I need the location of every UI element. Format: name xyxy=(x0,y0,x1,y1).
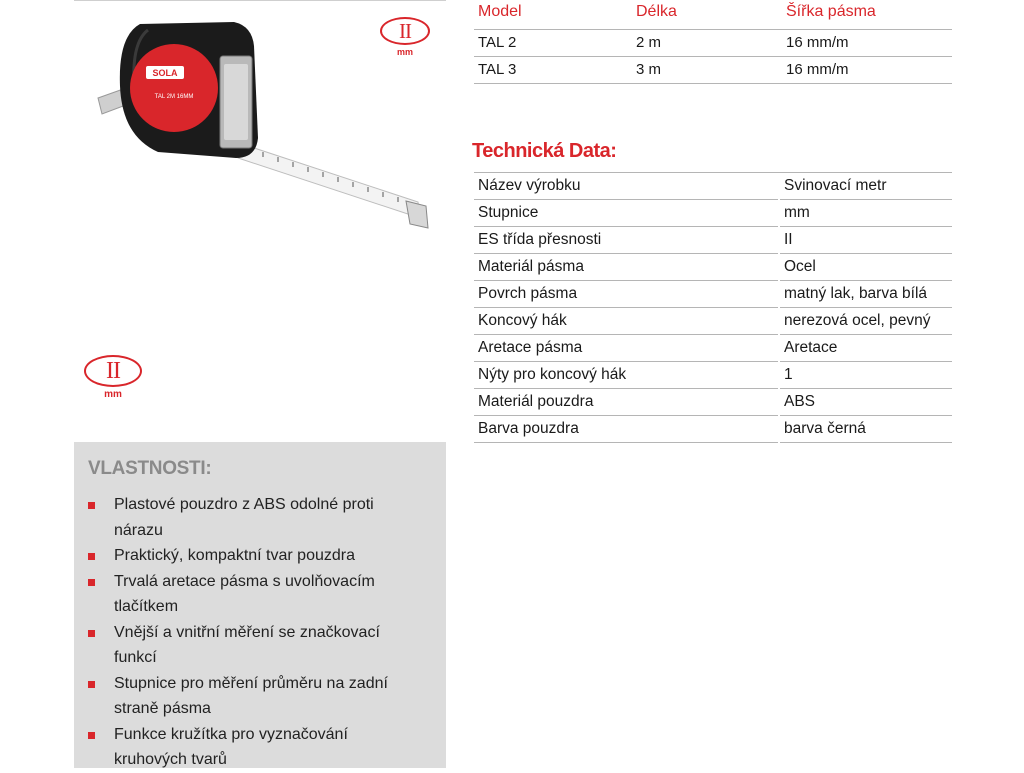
table-row xyxy=(474,362,952,389)
list-item xyxy=(86,722,416,773)
technical-data-table xyxy=(474,172,952,443)
svg-text:TAL 2M 16MM: TAL 2M 16MM xyxy=(154,94,194,100)
spec-key: Stupnice xyxy=(474,200,778,227)
header-tape-width: Šířka pásma xyxy=(782,0,952,30)
precision-class-badge-large xyxy=(84,355,142,401)
spec-key: Povrch pásma xyxy=(474,281,778,308)
spec-value: 1 xyxy=(780,362,952,389)
table-row xyxy=(474,173,952,200)
precision-unit: mm xyxy=(396,47,413,57)
bullet-square-icon xyxy=(88,681,95,688)
cell-tape-width: 16 mm/m xyxy=(782,30,952,57)
tape-end-hook xyxy=(406,201,428,228)
table-row xyxy=(474,227,952,254)
cell-length: 3 m xyxy=(632,57,782,84)
bullet-square-icon xyxy=(88,732,95,739)
svg-text:SOLA: SOLA xyxy=(152,68,178,78)
top-divider xyxy=(74,0,446,1)
tape-blade xyxy=(236,142,420,218)
list-item-text: Trvalá aretace pásma s uvolňovacím tlačítkem xyxy=(114,572,375,615)
precision-class-oval: II xyxy=(380,17,430,45)
table-row xyxy=(474,57,952,84)
table-row xyxy=(474,416,952,443)
properties-heading: VLASTNOSTI: xyxy=(88,458,212,479)
list-item xyxy=(86,569,416,620)
spec-value: Ocel xyxy=(780,254,952,281)
spec-value: Aretace xyxy=(780,335,952,362)
properties-list xyxy=(86,492,416,773)
cell-model: TAL 2 xyxy=(474,30,632,57)
spec-value: nerezová ocel, pevný xyxy=(780,308,952,335)
spec-key: Materiál pouzdra xyxy=(474,389,778,416)
precision-class-badge xyxy=(380,17,430,57)
list-item xyxy=(86,543,416,569)
spec-key: Aretace pásma xyxy=(474,335,778,362)
table-row xyxy=(474,308,952,335)
table-row xyxy=(474,281,952,308)
spec-key: ES třída přesnosti xyxy=(474,227,778,254)
spec-value: mm xyxy=(780,200,952,227)
header-length: Délka xyxy=(632,0,782,30)
table-row xyxy=(474,30,952,57)
cell-model: TAL 3 xyxy=(474,57,632,84)
spec-key: Koncový hák xyxy=(474,308,778,335)
cell-tape-width: 16 mm/m xyxy=(782,57,952,84)
table-row xyxy=(474,200,952,227)
model-table xyxy=(474,0,952,84)
list-item xyxy=(86,492,416,543)
spec-value: matný lak, barva bílá xyxy=(780,281,952,308)
spec-key: Název výrobku xyxy=(474,173,778,200)
list-item xyxy=(86,671,416,722)
precision-unit: mm xyxy=(104,389,122,400)
precision-class-oval: II xyxy=(84,355,142,387)
spec-value: barva černá xyxy=(780,416,952,443)
spec-value: II xyxy=(780,227,952,254)
list-item-text: Stupnice pro měření průměru na zadní straně pásma xyxy=(114,674,388,717)
table-row xyxy=(474,389,952,416)
properties-panel xyxy=(74,442,446,768)
spec-value: ABS xyxy=(780,389,952,416)
list-item-text: Praktický, kompaktní tvar pouzdra xyxy=(114,547,355,564)
table-row xyxy=(474,335,952,362)
list-item-text: Vnější a vnitřní měření se značkovací funkcí xyxy=(114,623,380,666)
spec-value: Svinovací metr xyxy=(780,173,952,200)
case-label xyxy=(130,44,218,132)
technical-data-heading: Technická Data: xyxy=(472,140,617,162)
table-row xyxy=(474,254,952,281)
list-item xyxy=(86,620,416,671)
spec-key: Barva pouzdra xyxy=(474,416,778,443)
spec-key: Materiál pásma xyxy=(474,254,778,281)
cell-length: 2 m xyxy=(632,30,782,57)
bullet-square-icon xyxy=(88,630,95,637)
list-item-text: Plastové pouzdro z ABS odolné proti nárazu xyxy=(114,496,374,539)
bullet-square-icon xyxy=(88,579,95,586)
spec-key: Nýty pro koncový hák xyxy=(474,362,778,389)
bullet-square-icon xyxy=(88,553,95,560)
model-table-header xyxy=(474,0,952,30)
list-item-text: Funkce kružítka pro vyznačování kruhových tvarů xyxy=(114,725,348,768)
header-model: Model xyxy=(474,0,632,30)
bullet-square-icon xyxy=(88,502,95,509)
